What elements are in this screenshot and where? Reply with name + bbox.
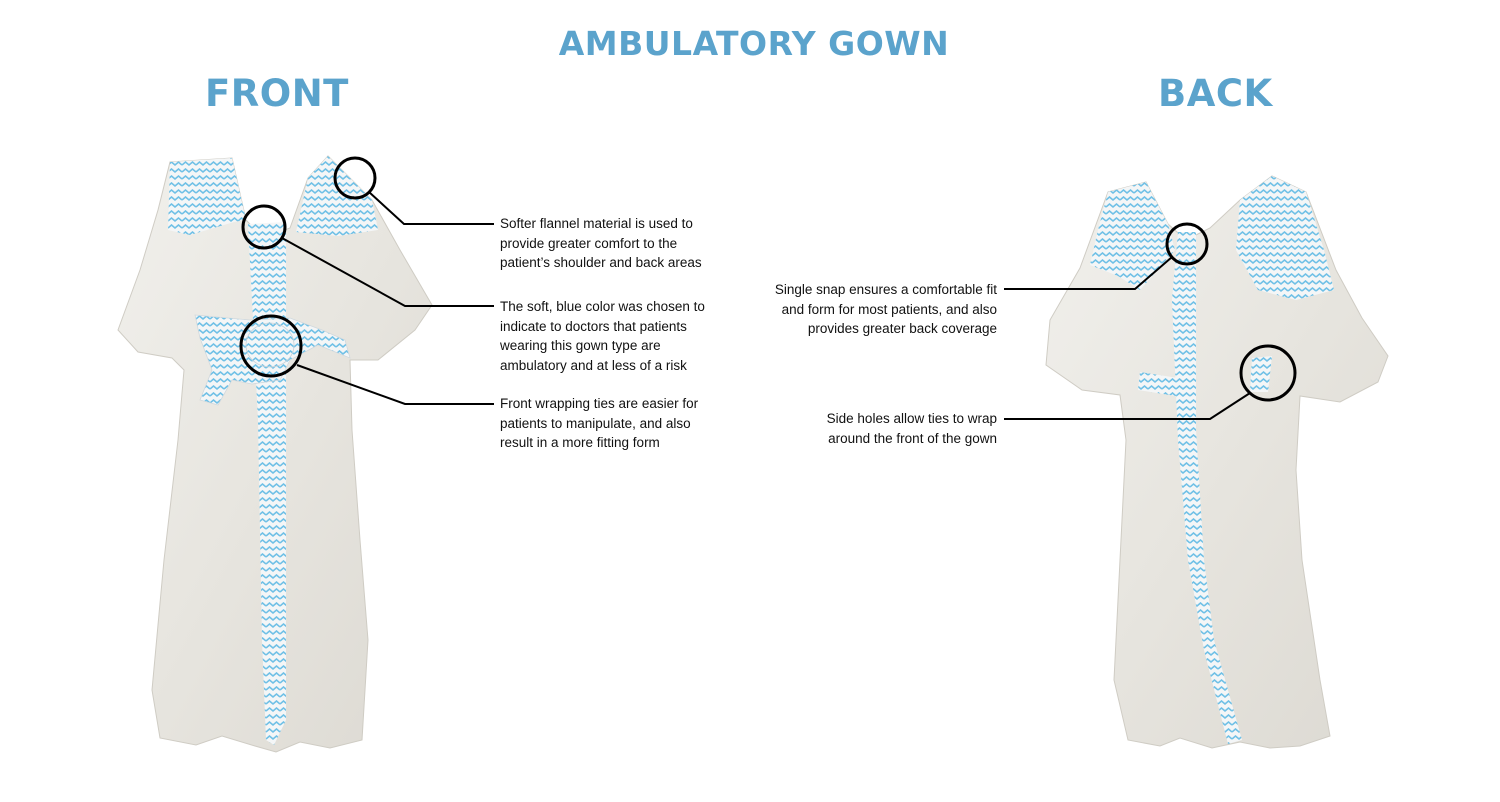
note-blue-color: The soft, blue color was chosen to indicate to doctors that patients wearing this gown type are ambulatory and at less of a risk <box>500 299 705 373</box>
back-gown <box>1046 176 1388 748</box>
callout-line-flannel <box>369 192 494 224</box>
back-view-label: BACK <box>1158 72 1273 115</box>
front-view-label: FRONT <box>205 72 349 115</box>
note-front-ties: Front wrapping ties are easier for patients to manipulate, and also result in a more fitting form <box>500 396 699 451</box>
page-title: AMBULATORY GOWN <box>558 24 950 63</box>
note-single-snap: Single snap ensures a comfortable fit and form for most patients, and also provides greater back coverage <box>774 282 997 337</box>
front-tie-knot <box>246 323 294 367</box>
note-flannel: Softer flannel material is used to provide greater comfort to the patient’s shoulder and back areas <box>500 216 702 271</box>
note-side-holes: Side holes allow ties to wrap around the front of the gown <box>826 411 997 446</box>
